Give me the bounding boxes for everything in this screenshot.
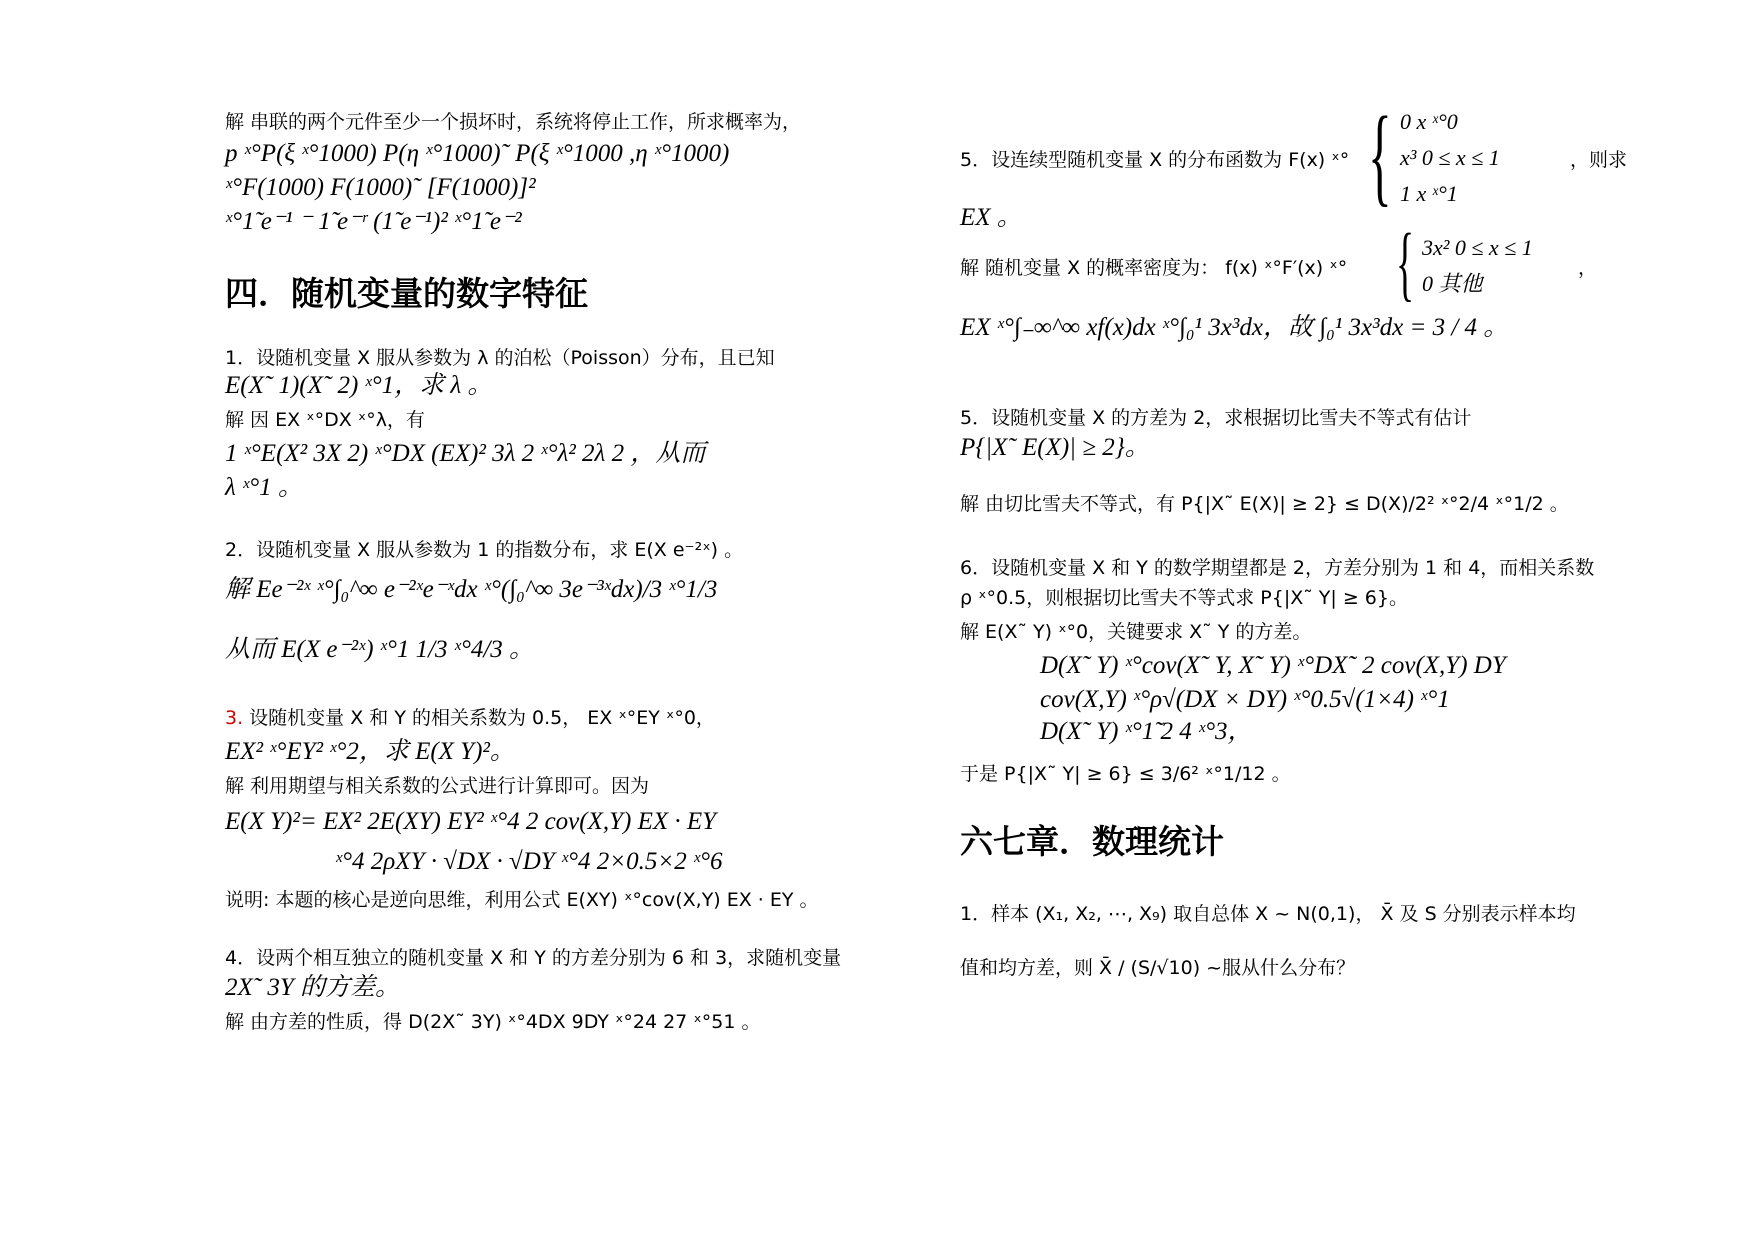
q5a-case-2: x³ 0 ≤ x ≤ 1	[1400, 145, 1500, 170]
q1-solution-line-1: 解 因 EX ˣ°DX ˣ°λ，有	[225, 409, 425, 431]
series-formula-1: p ˣ°P(ξ ˣ°1000) P(η ˣ°1000)˜ P(ξ ˣ°1000 ,η ˣ°1000)	[225, 140, 730, 167]
q3-solution-line-2: E(X Y)²= EX² 2E(XY) EY² ˣ°4 2 cov(X,Y) EX · EY	[225, 808, 717, 835]
series-formula-2: ˣ°F(1000) F(1000)˜ [F(1000)]²	[225, 174, 536, 201]
q6-solution-line-3: cov(X,Y) ˣ°ρ√(DX × DY) ˣ°0.5√(1×4) ˣ°1	[1040, 686, 1450, 713]
q2-solution-line-1: 解 Ee⁻²ˣ ˣ°∫₀^∞ e⁻²ˣe⁻ˣdx ˣ°(∫₀^∞ 3e⁻³ˣdx)/3 ˣ°1/3	[225, 576, 718, 603]
q6-solution-line-2: D(X˜ Y) ˣ°cov(X˜ Y, X˜ Y) ˣ°DX˜ 2 cov(X,Y) DY	[1040, 652, 1506, 679]
q3-statement-line-1	[225, 704, 715, 732]
q5a-comma: ，	[1578, 257, 1598, 279]
q6-solution-line-4: D(X˜ Y) ˣ°1̃ 2 4 ˣ°3，	[1040, 718, 1253, 745]
q1-statement-line-2: E(X˜ 1)(X˜ 2) ˣ°1，求 λ 。	[225, 372, 493, 399]
q5a-statement-line-1: 5．设连续型随机变量 X 的分布函数为 F(x) ˣ°	[960, 149, 1350, 171]
q4-solution: 解 由方差的性质，得 D(2X˜ 3Y) ˣ°4DX 9DY ˣ°24 27 ˣ°51 。	[225, 1011, 761, 1033]
q2-solution-line-2: 从而 E(X e⁻²ˣ) ˣ°1 1/3 ˣ°4/3 。	[225, 636, 535, 663]
q1-statement-line-1: 1．设随机变量 X 服从参数为 λ 的泊松（Poisson）分布，且已知	[225, 347, 775, 369]
q2-statement: 2．设随机变量 X 服从参数为 1 的指数分布，求 E(X e⁻²ˣ) 。	[225, 539, 744, 561]
s1-statement-line-2: 值和均方差，则 X̄ / (S/√10) ~服从什么分布？	[960, 957, 1356, 979]
q5a-case-5: 0 其他	[1422, 271, 1483, 296]
q5a-solution-line-1: 解 随机变量 X 的概率密度为： f(x) ˣ°F′(x) ˣ°	[960, 257, 1348, 279]
q5a-solution-line-2: EX ˣ°∫₋∞^∞ xf(x)dx ˣ°∫₀¹ 3x³dx，故 ∫₀¹ 3x³dx = 3 / 4 。	[960, 314, 1509, 341]
q6-statement-line-2: ρ ˣ°0.5，则根据切比雪夫不等式求 P{|X˜ Y| ≥ 6}。	[960, 587, 1408, 609]
q5a-case-1: 0 x ˣ°0	[1400, 109, 1458, 134]
q1-solution-line-2: 1 ˣ°E(X² 3X 2) ˣ°DX (EX)² 3λ 2 ˣ°λ² 2λ 2 ，从而	[225, 440, 706, 467]
q4-statement-line-2: 2X˜ 3Y 的方差。	[225, 974, 401, 1001]
q5a-density-piecewise	[1422, 230, 1533, 302]
q6-solution-line-1: 解 E(X˜ Y) ˣ°0，关键要求 X˜ Y 的方差。	[960, 621, 1312, 643]
q5b-statement-line-1: 5．设随机变量 X 的方差为 2，求根据切比雪夫不等式有估计	[960, 407, 1472, 429]
q3-statement-line-2: EX² ˣ°EY² ˣ°2，求 E(X Y)²。	[225, 738, 515, 765]
series-formula-3: ˣ°1̃ e⁻¹ ⁻ 1̃ e⁻ʳ (1̃ e⁻¹)² ˣ°1̃ e⁻²	[225, 208, 522, 235]
q1-solution-line-3: λ ˣ°1 。	[225, 474, 303, 501]
q4-statement-line-1: 4．设两个相互独立的随机变量 X 和 Y 的方差分别为 6 和 3，求随机变量	[225, 947, 842, 969]
q5a-statement-line-2: EX 。	[960, 204, 1022, 231]
q3-solution-line-1: 解 利用期望与相关系数的公式进行计算即可。因为	[225, 775, 650, 797]
q6-statement-line-1: 6．设随机变量 X 和 Y 的数学期望都是 2，方差分别为 1 和 4，而相关系数	[960, 557, 1595, 579]
q3-number: 3.	[225, 707, 244, 729]
q5b-statement-line-2: P{|X˜ E(X)| ≥ 2}。	[960, 434, 1150, 461]
q5a-brace: {	[1368, 94, 1392, 216]
q5b-solution: 解 由切比雪夫不等式，有 P{|X˜ E(X)| ≥ 2} ≤ D(X)/2² ˣ°2/4 ˣ°1/2 。	[960, 493, 1569, 515]
q3-statement-text: 设随机变量 X 和 Y 的相关系数为 0.5， EX ˣ°EY ˣ°0，	[243, 707, 715, 729]
q3-solution-line-3: ˣ°4 2ρXY · √DX · √DY ˣ°4 2×0.5×2 ˣ°6	[335, 848, 723, 875]
q5a-piecewise	[1400, 104, 1500, 212]
q3-note: 说明: 本题的核心是逆向思维，利用公式 E(XY) ˣ°cov(X,Y) EX · EY 。	[225, 889, 819, 911]
q5a-after: ，则求	[1570, 149, 1628, 171]
q5a-density-brace: {	[1396, 217, 1415, 310]
section-heading-67: 六七章．数理统计	[960, 822, 1224, 861]
series-solution-text: 解 串联的两个元件至少一个损坏时，系统将停止工作，所求概率为，	[225, 111, 802, 133]
section-heading-4: 四．随机变量的数字特征	[225, 274, 588, 313]
q5a-case-3: 1 x ˣ°1	[1400, 181, 1458, 206]
q6-solution-line-5: 于是 P{|X˜ Y| ≥ 6} ≤ 3/6² ˣ°1/12 。	[960, 763, 1291, 785]
s1-statement-line-1: 1．样本 (X₁, X₂, ⋯, X₉) 取自总体 X ~ N(0,1)， X̄ 及 S 分别表示样本均	[960, 903, 1576, 925]
q5a-case-4: 3x² 0 ≤ x ≤ 1	[1422, 235, 1533, 260]
